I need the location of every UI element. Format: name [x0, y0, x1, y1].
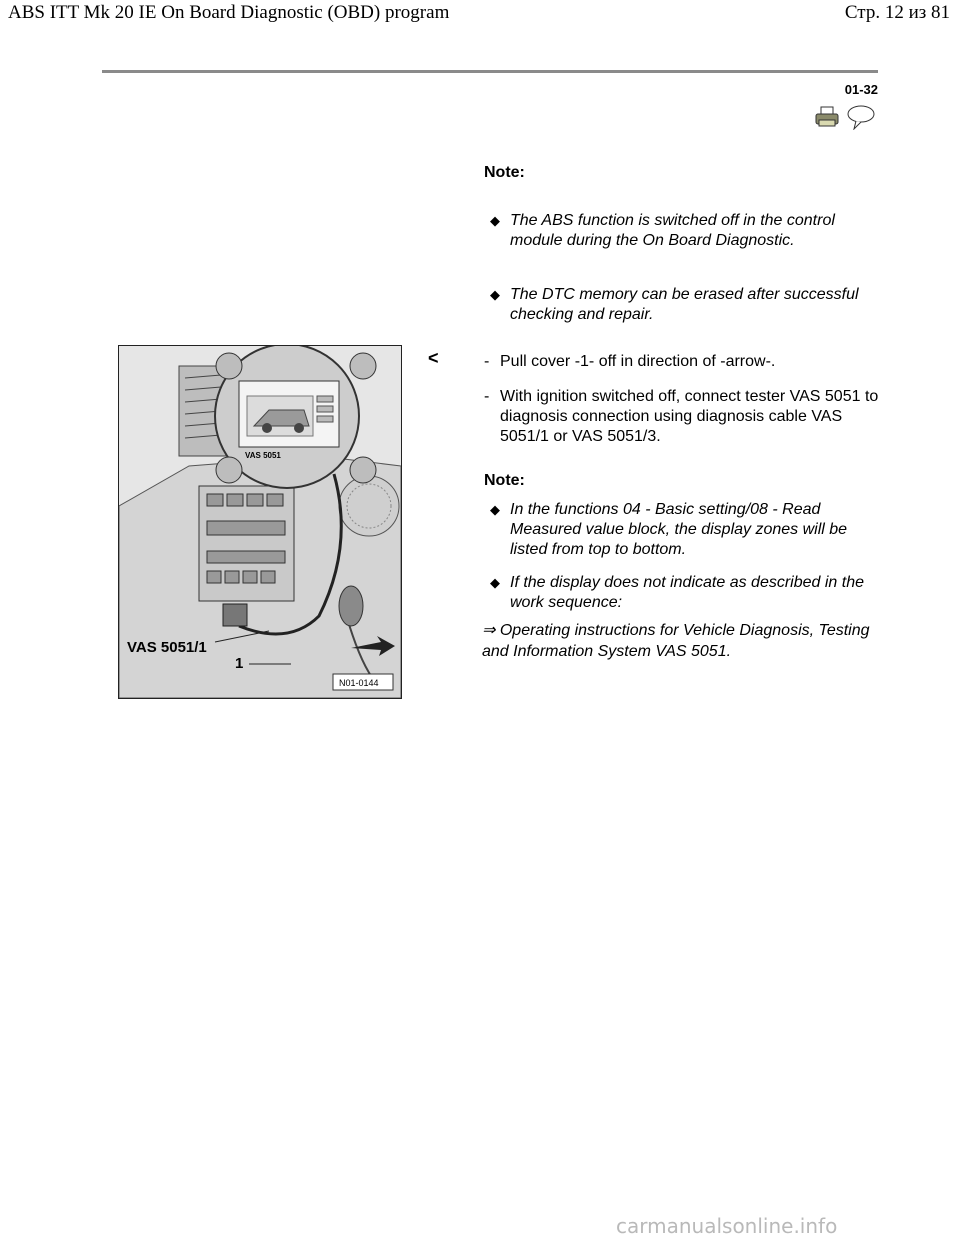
- note-bullet: ◆ In the functions 04 - Basic setting/08 - Read Measured value block, the display zones will be listed from top to bottom.: [490, 501, 848, 558]
- note-label: Note:: [484, 472, 525, 489]
- header-divider: [102, 70, 878, 73]
- speech-bubble-icon[interactable]: [846, 104, 876, 130]
- printer-icon[interactable]: [815, 106, 839, 128]
- work-step: - Pull cover -1- off in direction of -arrow-.: [484, 353, 776, 370]
- document-title: ABS ITT Mk 20 IE On Board Diagnostic (OBD) program: [8, 2, 450, 23]
- callout-1: 1: [235, 655, 244, 672]
- cable-label: VAS 5051/1: [127, 639, 207, 656]
- figure-illustration: [119, 346, 401, 698]
- note-bullet: ◆ The ABS function is switched off in the control module during the On Board Diagnostic.: [490, 212, 835, 249]
- note-bullet: ◆ If the display does not indicate as described in the work sequence:: [490, 574, 864, 611]
- diamond-icon: ◆: [490, 575, 500, 590]
- diamond-icon: ◆: [490, 213, 500, 228]
- note-bullet: ◆ The DTC memory can be erased after successful checking and repair.: [490, 286, 859, 323]
- work-step: - With ignition switched off, connect tester VAS 5051 to diagnosis connection using diagnosis cable VAS 5051/1 or VAS 5051/3.: [484, 388, 879, 445]
- figure-id: N01-0144: [339, 678, 379, 688]
- note-label: Note:: [484, 164, 525, 181]
- watermark: carmanualsonline.info: [616, 1214, 838, 1238]
- diagnosis-connection-figure: [118, 345, 402, 699]
- reference-link[interactable]: ⇒ Operating instructions for Vehicle Diagnosis, Testing and Information System VAS 5051.: [482, 622, 870, 660]
- doc-number: 01-32: [844, 82, 878, 97]
- tester-label: VAS 5051: [245, 451, 281, 460]
- page-indicator: Стр. 12 из 81: [844, 2, 950, 23]
- diamond-icon: ◆: [490, 502, 500, 517]
- left-arrow-icon: <: [428, 348, 439, 368]
- diamond-icon: ◆: [490, 287, 500, 302]
